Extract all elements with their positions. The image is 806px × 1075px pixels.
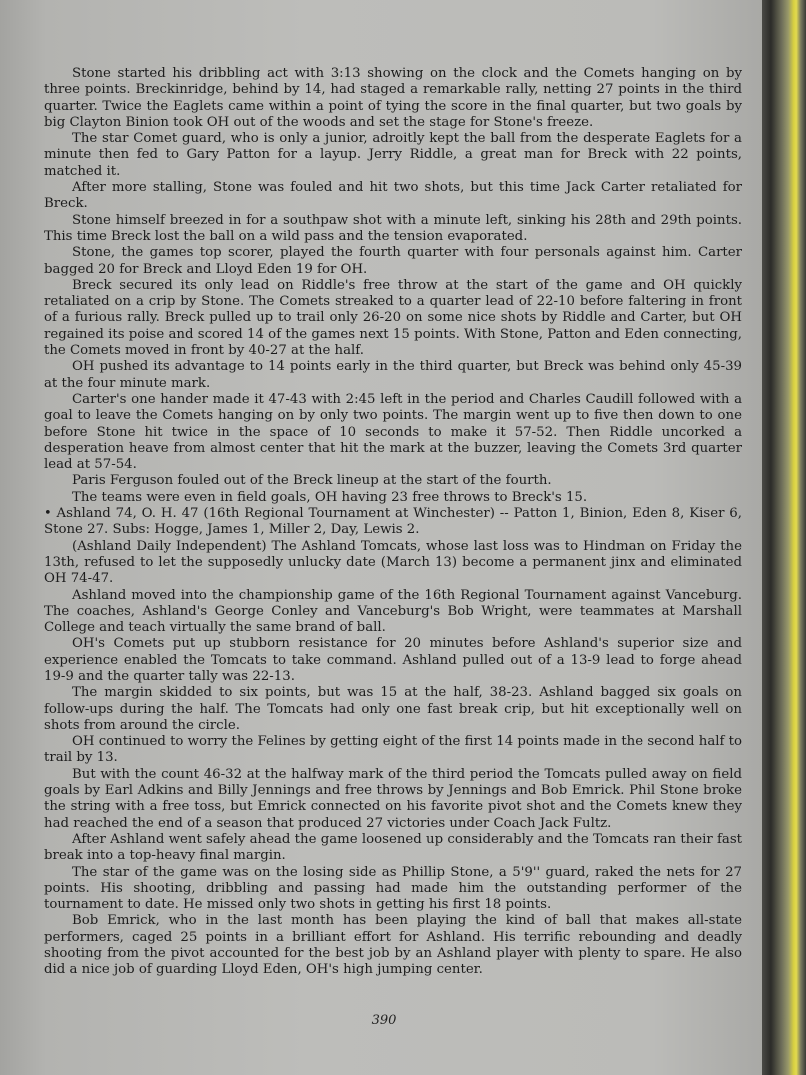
paragraph: The margin skidded to six points, but was 15 at the half, 38-23. Ashland bagged six goals on follow-ups during the half. The Tomcats had only one fast break crip, but hit exceptionally well on shots from around the circle. (44, 685, 742, 733)
paragraph: Stone started his dribbling act with 3:13 showing on the clock and the Comets hanging on by three points. Breckinridge, behind by 14, had staged a remarkable rally, netting 27 points in the third quarter. Twice the Eaglets came within a point of tying the score in the final quarter, but two goals by big Clayton Binion took OH out of the woods and set the stage for Stone's freeze. (44, 66, 742, 130)
paragraph: (Ashland Daily Independent) The Ashland Tomcats, whose last loss was to Hindman on Friday the 13th, refused to let the supposedly unlucky date (March 13) become a permanent jinx and eliminated OH 74-47. (44, 538, 742, 587)
paragraph: After Ashland went safely ahead the game loosened up considerably and the Tomcats ran their fast break into a top-heavy final margin. (44, 831, 742, 864)
article-body (44, 66, 742, 979)
paragraph: Carter's one hander made it 47-43 with 2:45 left in the period and Charles Caudill followed with a goal to leave the Comets hanging on by only two points. The margin went up to five then down to one before Stone hit twice in the space of 10 seconds to make it 57-52. Then Riddle uncorked a desperation heave from almost center that hit the mark at the buzzer, leaving the Comets 3rd quarter lead at 57-54. (44, 391, 742, 473)
paragraph: Stone himself breezed in for a southpaw shot with a minute left, sinking his 28th and 29th points. This time Breck lost the ball on a wild pass and the tension evaporated. (44, 212, 742, 244)
paragraph: Ashland moved into the championship game of the 16th Regional Tournament against Vanceburg. The coaches, Ashland's George Conley and Vanceburg's Bob Wright, were teammates at Marshall College and teach virtually the same brand of ball. (44, 587, 742, 636)
paragraph: The star Comet guard, who is only a junior, adroitly kept the ball from the desperate Eaglets for a minute then fed to Gary Patton for a layup. Jerry Riddle, a great man for Breck with 22 points, matched it. (44, 131, 742, 179)
paragraph: The star of the game was on the losing side as Phillip Stone, a 5'9'' guard, raked the nets for 27 points. His shooting, dribbling and passing had made him the outstanding performer of the tournament to date. He missed only two shots in getting his first 18 points. (44, 864, 742, 913)
paragraph: Paris Ferguson fouled out of the Breck lineup at the start of the fourth. (72, 473, 552, 489)
paragraph: Breck secured its only lead on Riddle's free throw at the start of the game and OH quickly retaliated on a crip by Stone. The Comets streaked to a quarter lead of 22-10 before faltering in front of a furious rally. Breck pulled up to trail only 26-20 on some nice shots by Riddle and Carter, but OH regained its poise and scored 14 of the games next 15 points. With Stone, Patton and Eden connecting, the Comets moved in front by 40-27 at the half. (44, 277, 742, 359)
paragraph: After more stalling, Stone was fouled and hit two shots, but this time Jack Carter retaliated for Breck. (44, 180, 742, 212)
page-number: 390 (371, 1013, 397, 1028)
paragraph: The teams were even in field goals, OH having 23 free throws to Breck's 15. (72, 489, 588, 505)
paragraph: Stone, the games top scorer, played the fourth quarter with four personals against him. Carter bagged 20 for Breck and Lloyd Eden 19 for OH. (44, 245, 742, 277)
paragraph: Bob Emrick, who in the last month has been playing the kind of ball that makes all-state performers, caged 25 points in a brilliant effort for Ashland. His terrific rebounding and deadly shooting from the pivot accounted for the best job by an Ashland player with plenty to spare. He also did a nice job of guarding Lloyd Eden, OH's high jumping center. (44, 913, 742, 978)
game-summary-text: Ashland 74, O. H. 47 (16th Regional Tournament at Winchester) -- Patton 1, Binion, Eden 8, Kiser 6, Stone 27. Subs: Hogge, James 1, Miller 2, Day, Lewis 2. (44, 506, 742, 538)
paragraph: OH pushed its advantage to 14 points early in the third quarter, but Breck was behind only 45-39 at the four minute mark. (44, 359, 742, 391)
bullet-icon: • (44, 506, 52, 522)
paragraph: OH's Comets put up stubborn resistance for 20 minutes before Ashland's superior size and experience enabled the Tomcats to take command. Ashland pulled out of a 13-9 lead to forge ahead 19-9 and the quarter tally was 22-13. (44, 636, 742, 684)
paragraph: But with the count 46-32 at the halfway mark of the third period the Tomcats pulled away on field goals by Earl Adkins and Billy Jennings and free throws by Jennings and Bob Emrick. Phil Stone broke the string with a free toss, but Emrick connected on his favorite pivot shot and the Comets knew they had reached the end of a season that produced 27 victories under Coach Jack Fultz. (44, 766, 742, 831)
paragraph: OH continued to worry the Felines by getting eight of the first 14 points made in the second half to trail by 13. (44, 734, 743, 766)
game-summary-line (44, 506, 742, 539)
book-spine (762, 0, 806, 1075)
